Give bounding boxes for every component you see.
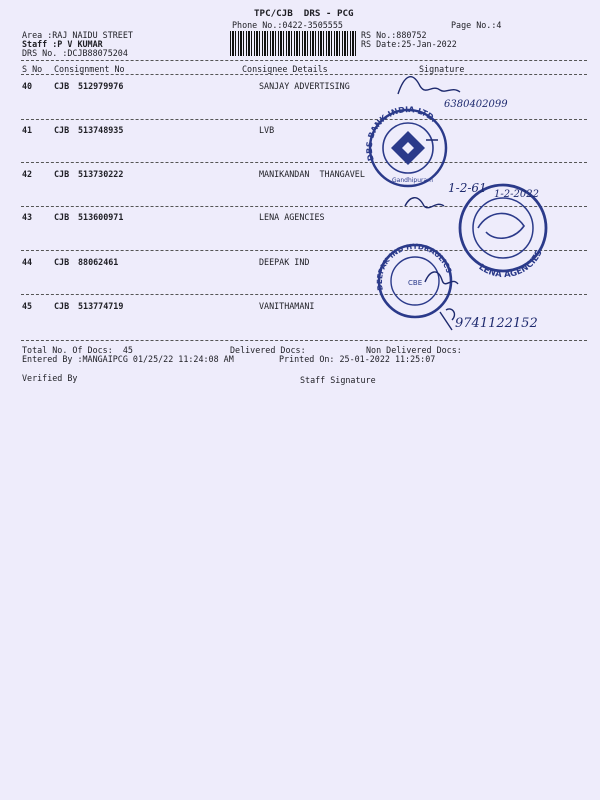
divider bbox=[21, 60, 587, 61]
row-consignment-number: 513774719 bbox=[78, 301, 124, 311]
verified-by: Verified By bbox=[22, 373, 78, 383]
svg-text:1-2-61: 1-2-61 bbox=[448, 181, 487, 195]
svg-text:LENA AGENCIES: LENA AGENCIES bbox=[476, 248, 545, 281]
bank-seal bbox=[365, 105, 446, 186]
lena-agencies-seal bbox=[460, 185, 546, 280]
svg-text:DBS BANK INDIA LTD.: DBS BANK INDIA LTD. bbox=[364, 105, 439, 162]
rs-number: RS No.:880752 bbox=[361, 30, 427, 40]
document-title: TPC/CJB DRS - PCG bbox=[254, 8, 354, 19]
row-consignee: LVB bbox=[259, 125, 275, 135]
divider bbox=[21, 294, 587, 295]
staff-signature-label: Staff Signature bbox=[300, 375, 376, 385]
row-sno: 43 bbox=[22, 212, 33, 222]
row-sno: 45 bbox=[22, 301, 33, 311]
divider bbox=[21, 250, 587, 251]
delivered-docs: Delivered Docs: bbox=[230, 345, 306, 355]
row-prefix: CJB bbox=[54, 257, 70, 267]
non-delivered-docs: Non Delivered Docs: bbox=[366, 345, 462, 355]
row-prefix: CJB bbox=[54, 212, 70, 222]
svg-text:DEEPAK IND HYDRAULICS: DEEPAK IND HYDRAULICS bbox=[374, 241, 454, 292]
svg-text:CBE: CBE bbox=[408, 279, 423, 287]
row-consignment-number: 513748935 bbox=[78, 125, 124, 135]
divider bbox=[21, 162, 587, 163]
row-prefix: CJB bbox=[54, 125, 70, 135]
printed-on: Printed On: 25-01-2022 11:25:07 bbox=[279, 354, 436, 364]
row-prefix: CJB bbox=[54, 169, 70, 179]
column-consignment: Consignment No bbox=[54, 64, 125, 74]
row-sno: 41 bbox=[22, 125, 33, 135]
divider bbox=[21, 340, 587, 341]
barcode bbox=[230, 31, 358, 56]
column-signature: Signature bbox=[419, 64, 465, 74]
row-consignee: MANIKANDAN THANGAVEL bbox=[259, 169, 365, 179]
row-consignee: DEEPAK IND bbox=[259, 257, 310, 267]
row-prefix: CJB bbox=[54, 81, 70, 91]
staff-field: Staff :P V KUMAR bbox=[22, 39, 103, 49]
svg-text:9741122152: 9741122152 bbox=[455, 316, 538, 331]
page-number: Page No.:4 bbox=[451, 20, 502, 30]
row-consignee: LENA AGENCIES bbox=[259, 212, 325, 222]
column-consignee: Consignee Details bbox=[242, 64, 328, 74]
divider bbox=[21, 119, 587, 120]
row-consignee: VANITHAMANI bbox=[259, 301, 315, 311]
handwritten-signatures bbox=[398, 77, 539, 331]
phone-number: Phone No.:0422-3505555 bbox=[232, 20, 343, 30]
deepak-hydraulics-seal bbox=[375, 242, 454, 317]
row-sno: 44 bbox=[22, 257, 33, 267]
svg-text:Gandhipuram: Gandhipuram bbox=[392, 177, 434, 184]
rs-date: RS Date:25-Jan-2022 bbox=[361, 39, 457, 49]
entered-by: Entered By :MANGAIPCG 01/25/22 11:24:08 AM bbox=[22, 354, 234, 364]
row-consignment-number: 512979976 bbox=[78, 81, 124, 91]
row-consignment-number: 513600971 bbox=[78, 212, 124, 222]
svg-text:1-2-2022: 1-2-2022 bbox=[494, 189, 539, 200]
drs-number: DRS No. :DCJB88075204 bbox=[22, 48, 128, 58]
row-consignment-number: 88062461 bbox=[78, 257, 119, 267]
divider bbox=[21, 74, 587, 75]
column-sno: S No bbox=[22, 64, 43, 74]
svg-text:6380402099: 6380402099 bbox=[444, 99, 508, 110]
row-prefix: CJB bbox=[54, 301, 70, 311]
total-docs: Total No. Of Docs: 45 bbox=[22, 345, 133, 355]
divider bbox=[21, 206, 587, 207]
area-field: Area :RAJ NAIDU STREET bbox=[22, 30, 133, 40]
row-sno: 42 bbox=[22, 169, 33, 179]
row-consignee: SANJAY ADVERTISING bbox=[259, 81, 350, 91]
row-sno: 40 bbox=[22, 81, 33, 91]
row-consignment-number: 513730222 bbox=[78, 169, 124, 179]
